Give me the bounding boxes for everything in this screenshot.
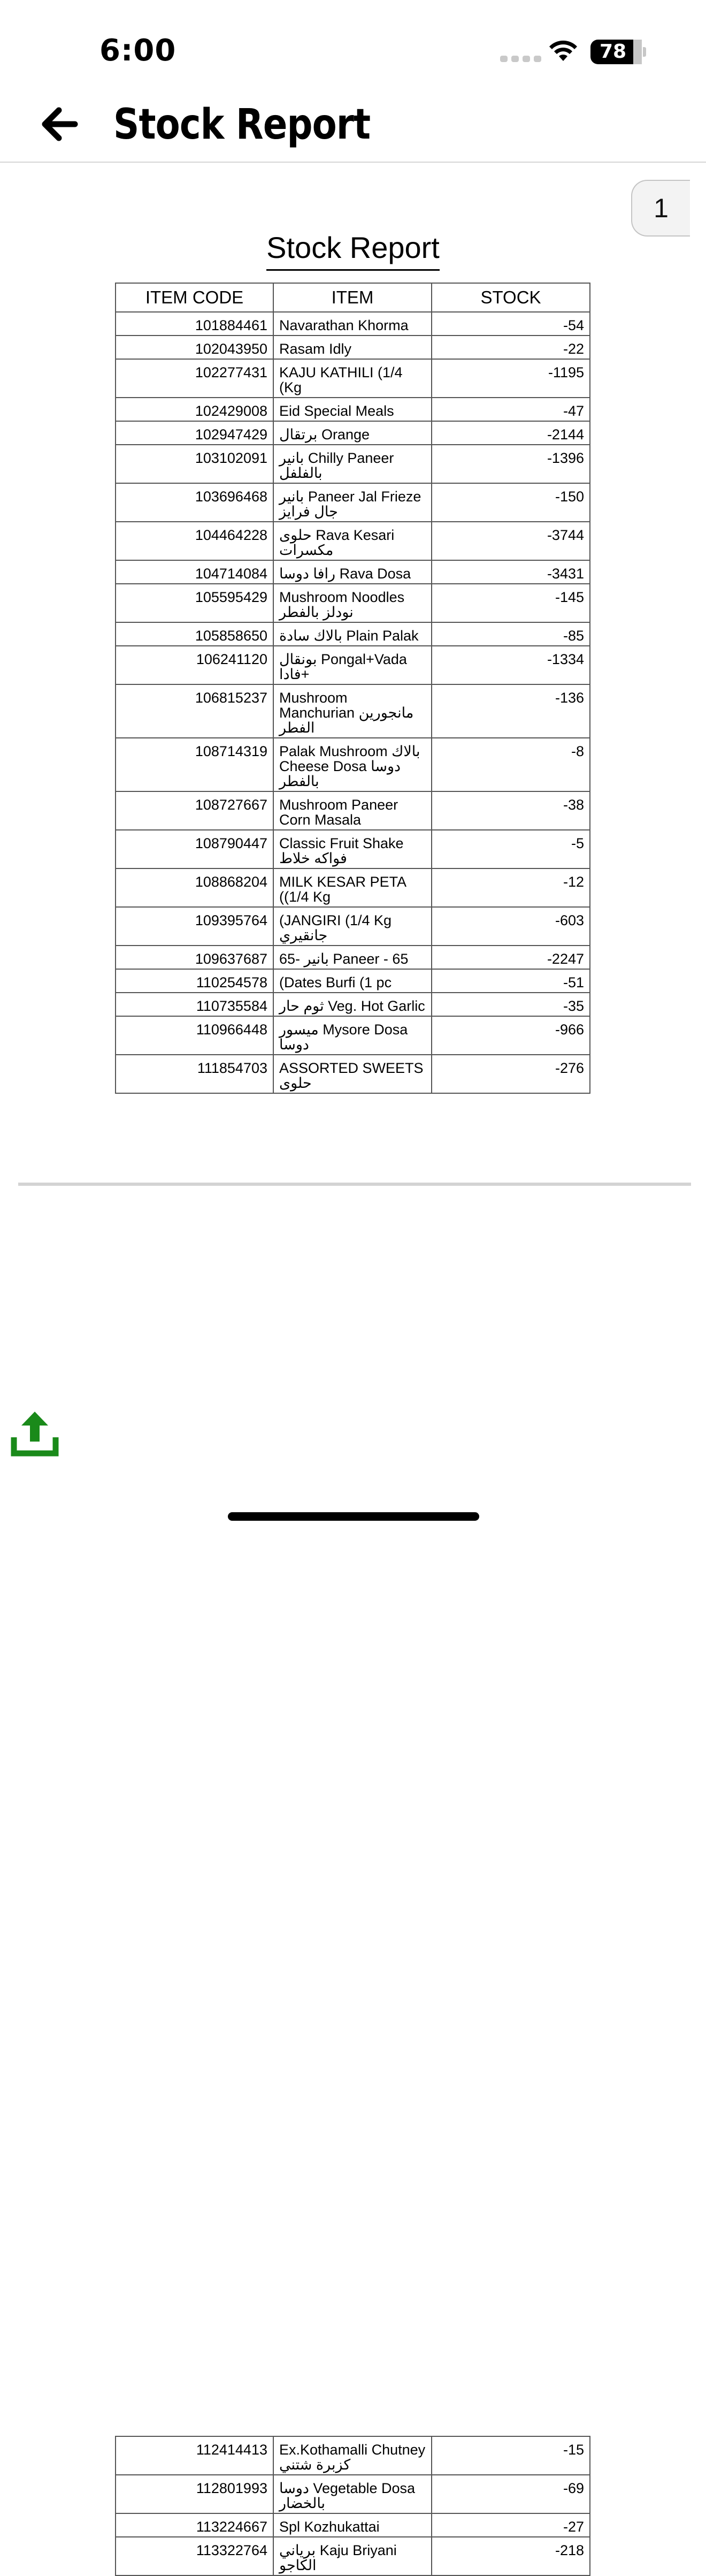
- item-name-cell: ثوم حار Veg. Hot Garlic: [273, 993, 432, 1016]
- app-header: [0, 80, 706, 163]
- item-name-cell: Mushroom Noodles نودلز بالفطر: [273, 584, 432, 622]
- table-row: [116, 969, 590, 993]
- item-name-cell: Palak Mushroom بالاك Cheese Dosa دوسا بالفطر: [273, 738, 432, 791]
- stock-table-page-1: [115, 283, 590, 1094]
- page-title: Stock Report: [113, 101, 371, 149]
- page-divider: [18, 1183, 691, 1186]
- stock-table-page-2: [115, 2436, 590, 2576]
- table-row: [116, 868, 590, 907]
- item-code-cell: 102947429: [116, 421, 273, 445]
- item-code-cell: 113322764: [116, 2537, 273, 2575]
- item-code-cell: 113224667: [116, 2513, 273, 2537]
- item-code-cell: 101884461: [116, 312, 273, 336]
- table-row: [116, 993, 590, 1016]
- table-row: [116, 2513, 590, 2537]
- table-row: [116, 584, 590, 622]
- stock-value-cell: -22: [432, 336, 590, 359]
- item-name-cell: Mushroom Manchurian مانجورين الفطر: [273, 684, 432, 738]
- table-row: [116, 791, 590, 830]
- table-row: [116, 946, 590, 969]
- item-code-cell: 103102091: [116, 445, 273, 483]
- table-row: [116, 1055, 590, 1093]
- status-bar: [0, 0, 706, 80]
- item-name-cell: Eid Special Meals: [273, 398, 432, 421]
- item-name-cell: ميسور Mysore Dosa دوسا: [273, 1016, 432, 1055]
- table-row: [116, 684, 590, 738]
- column-header-item: ITEM: [273, 283, 432, 312]
- stock-value-cell: -12: [432, 868, 590, 907]
- item-code-cell: 112801993: [116, 2475, 273, 2513]
- stock-value-cell: -603: [432, 907, 590, 946]
- item-code-cell: 108790447: [116, 830, 273, 868]
- column-header-stock: STOCK: [432, 283, 590, 312]
- item-name-cell: KAJU KATHILI (1/4 (Kg: [273, 359, 432, 398]
- battery-icon: [590, 40, 642, 64]
- item-name-cell: Ex.Kothamalli Chutney كزبرة شتني: [273, 2436, 432, 2475]
- stock-value-cell: -2144: [432, 421, 590, 445]
- item-name-cell: Navarathan Khorma: [273, 312, 432, 336]
- table-row: [116, 907, 590, 946]
- report-page-2: [0, 1215, 706, 2573]
- table-row: [116, 398, 590, 421]
- table-row: [116, 522, 590, 560]
- item-code-cell: 108727667: [116, 791, 273, 830]
- item-name-cell: بانير -65 Paneer - 65: [273, 946, 432, 969]
- stock-value-cell: -1195: [432, 359, 590, 398]
- item-name-cell: بانير Paneer Jal Frieze جال فرايز: [273, 483, 432, 522]
- item-name-cell: Classic Fruit Shake فواكه خلاط: [273, 830, 432, 868]
- stock-value-cell: -966: [432, 1016, 590, 1055]
- stock-value-cell: -8: [432, 738, 590, 791]
- table-row: [116, 622, 590, 646]
- table-row: [116, 359, 590, 398]
- table-header-row: [116, 283, 590, 312]
- item-code-cell: 104464228: [116, 522, 273, 560]
- item-name-cell: بالاك سادة Plain Palak: [273, 622, 432, 646]
- stock-value-cell: -218: [432, 2537, 590, 2575]
- item-code-cell: 102429008: [116, 398, 273, 421]
- item-name-cell: Rasam Idly: [273, 336, 432, 359]
- table-row: [116, 483, 590, 522]
- table-row: [116, 738, 590, 791]
- item-name-cell: بونقال Pongal+Vada فادا+: [273, 646, 432, 684]
- battery-level: 78: [599, 41, 627, 63]
- page-number-badge: 1: [631, 180, 690, 237]
- stock-value-cell: -38: [432, 791, 590, 830]
- wifi-icon: [548, 37, 578, 62]
- item-name-cell: بانير Chilly Paneer بالفلفل: [273, 445, 432, 483]
- item-code-cell: 102277431: [116, 359, 273, 398]
- table-row: [116, 830, 590, 868]
- item-name-cell: حلوى Rava Kesari مكسرات: [273, 522, 432, 560]
- stock-value-cell: -1334: [432, 646, 590, 684]
- item-name-cell: برتقال Orange: [273, 421, 432, 445]
- stock-value-cell: -27: [432, 2513, 590, 2537]
- back-arrow-icon[interactable]: [41, 107, 78, 141]
- cellular-signal-icon: [500, 56, 541, 62]
- home-indicator: [228, 1512, 479, 1521]
- item-name-cell: ASSORTED SWEETS حلوى: [273, 1055, 432, 1093]
- item-name-cell: Mushroom Paneer Corn Masala: [273, 791, 432, 830]
- item-code-cell: 104714084: [116, 560, 273, 584]
- item-code-cell: 105858650: [116, 622, 273, 646]
- item-code-cell: 106241120: [116, 646, 273, 684]
- item-code-cell: 112414413: [116, 2436, 273, 2475]
- table-row: [116, 2475, 590, 2513]
- stock-value-cell: -3744: [432, 522, 590, 560]
- item-code-cell: 108714319: [116, 738, 273, 791]
- table-row: [116, 336, 590, 359]
- item-name-cell: Spl Kozhukattai: [273, 2513, 432, 2537]
- item-name-cell: رافا دوسا Rava Dosa: [273, 560, 432, 584]
- stock-value-cell: -35: [432, 993, 590, 1016]
- table-row: [116, 421, 590, 445]
- stock-value-cell: -3431: [432, 560, 590, 584]
- item-code-cell: 102043950: [116, 336, 273, 359]
- battery-tip: [643, 47, 646, 57]
- stock-value-cell: -1396: [432, 445, 590, 483]
- stock-value-cell: -136: [432, 684, 590, 738]
- item-code-cell: 109395764: [116, 907, 273, 946]
- stock-value-cell: -54: [432, 312, 590, 336]
- stock-value-cell: -15: [432, 2436, 590, 2475]
- item-code-cell: 110966448: [116, 1016, 273, 1055]
- stock-value-cell: -69: [432, 2475, 590, 2513]
- item-name-cell: برياني Kaju Briyani الكاجو: [273, 2537, 432, 2575]
- item-name-cell: (Dates Burfi (1 pc: [273, 969, 432, 993]
- stock-value-cell: -2247: [432, 946, 590, 969]
- stock-value-cell: -276: [432, 1055, 590, 1093]
- report-title-text: Stock Report: [266, 230, 440, 271]
- item-code-cell: 108868204: [116, 868, 273, 907]
- table-row: [116, 2537, 590, 2575]
- report-title: [0, 230, 706, 271]
- stock-value-cell: -150: [432, 483, 590, 522]
- item-code-cell: 110254578: [116, 969, 273, 993]
- share-upload-icon[interactable]: [11, 1408, 59, 1458]
- column-header-item-code: ITEM CODE: [116, 283, 273, 312]
- table-row: [116, 2436, 590, 2475]
- item-name-cell: MILK KESAR PETA ((1/4 Kg: [273, 868, 432, 907]
- item-code-cell: 106815237: [116, 684, 273, 738]
- table-row: [116, 560, 590, 584]
- table-row: [116, 312, 590, 336]
- stock-value-cell: -51: [432, 969, 590, 993]
- item-name-cell: (JANGIRI (1/4 Kg جانقيري: [273, 907, 432, 946]
- table-row: [116, 646, 590, 684]
- item-code-cell: 109637687: [116, 946, 273, 969]
- item-code-cell: 105595429: [116, 584, 273, 622]
- item-code-cell: 111854703: [116, 1055, 273, 1093]
- status-time: 6:00: [99, 33, 176, 68]
- stock-value-cell: -5: [432, 830, 590, 868]
- item-name-cell: دوسا Vegetable Dosa بالخضار: [273, 2475, 432, 2513]
- table-row: [116, 445, 590, 483]
- item-code-cell: 103696468: [116, 483, 273, 522]
- stock-value-cell: -85: [432, 622, 590, 646]
- stock-value-cell: -47: [432, 398, 590, 421]
- item-code-cell: 110735584: [116, 993, 273, 1016]
- stock-value-cell: -145: [432, 584, 590, 622]
- table-row: [116, 1016, 590, 1055]
